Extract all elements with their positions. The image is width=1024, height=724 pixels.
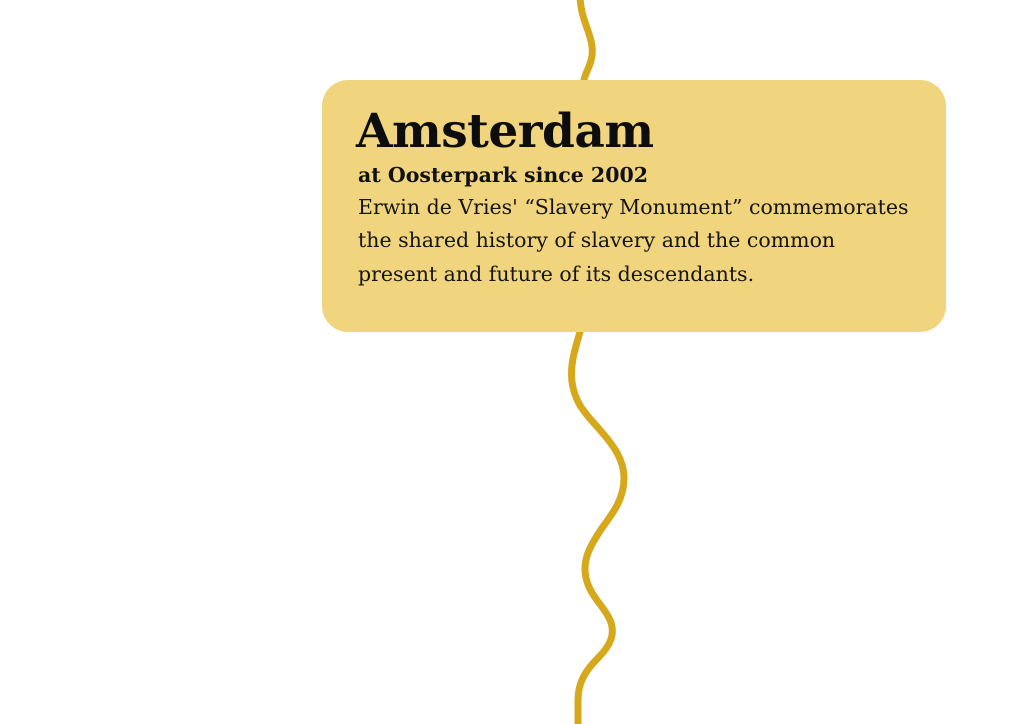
card-title: Amsterdam [356,104,654,159]
card-subtitle: at Oosterpark since 2002 [358,163,648,187]
timeline-bottom-segment [571,332,624,724]
card-body-text: Erwin de Vries' “Slavery Monument” commemorates the shared history of slavery and the common present and future of its descendants. [358,194,909,287]
timeline-top-segment [580,0,592,80]
timeline-card-amsterdam [322,80,946,332]
